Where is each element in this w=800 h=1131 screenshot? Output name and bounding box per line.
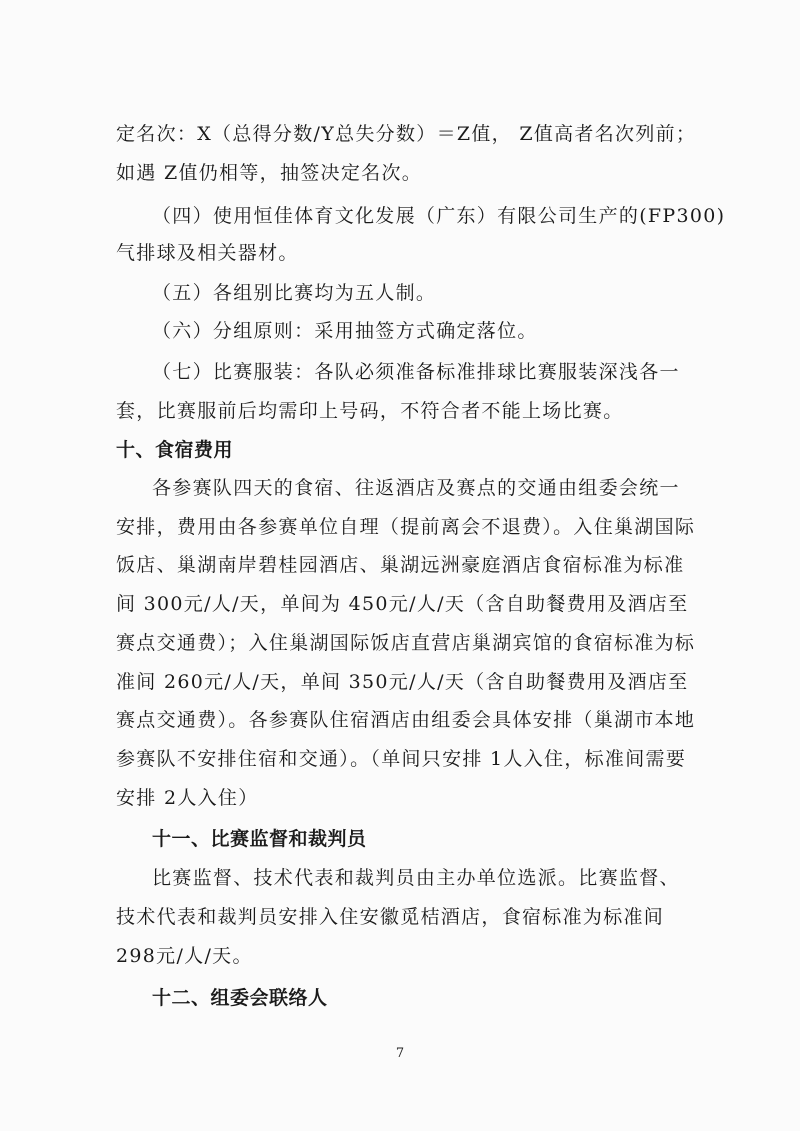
text-line: （六）分组原则：采用抽签方式确定落位。 xyxy=(152,320,538,342)
text-line: （七）比赛服装：各队必须准备标准排球比赛服装深浅各一 xyxy=(152,361,680,383)
section-heading-referees: 十一、比赛监督和裁判员 xyxy=(152,828,367,850)
text-line: 准间 260元/人/天，单间 350元/人/天（含自助餐费用及酒店至 xyxy=(116,671,689,693)
text-line: 饭店、巢湖南岸碧桂园酒店、巢湖远洲豪庭酒店食宿标准为标准 xyxy=(116,554,685,576)
text-line: 比赛监督、技术代表和裁判员由主办单位选派。比赛监督、 xyxy=(152,867,680,889)
text-line: 安排 2人入住） xyxy=(116,787,259,809)
text-line: 参赛队不安排住宿和交通）。（单间只安排 1人入住，标准间需要 xyxy=(116,748,687,770)
text-line: 赛点交通费）；入住巢湖国际饭店直营店巢湖宾馆的食宿标准为标 xyxy=(116,632,696,654)
text-line: 间 300元/人/天，单间为 450元/人/天（含自助餐费用及酒店至 xyxy=(116,593,689,615)
text-line: 技术代表和裁判员安排入住安徽觅桔酒店，食宿标准为标准间 xyxy=(116,906,665,928)
text-line: 安排，费用由各参赛单位自理（提前离会不退费）。入住巢湖国际 xyxy=(116,516,696,538)
text-line: 298元/人/天。 xyxy=(116,945,253,967)
text-line: 定名次：X（总得分数/Y总失分数）＝Z值， Z值高者名次列前； xyxy=(116,123,697,145)
text-line: 套，比赛服前后均需印上号码，不符合者不能上场比赛。 xyxy=(116,400,624,422)
page-number: 7 xyxy=(395,1046,405,1061)
text-line: （五）各组别比赛均为五人制。 xyxy=(152,282,437,304)
section-heading-accommodation: 十、食宿费用 xyxy=(116,439,234,461)
text-line: 如遇 Z值仍相等，抽签决定名次。 xyxy=(116,162,423,184)
text-line: 各参赛队四天的食宿、往返酒店及赛点的交通由组委会统一 xyxy=(152,477,680,499)
text-line: 赛点交通费）。各参赛队住宿酒店由组委会具体安排（巢湖市本地 xyxy=(116,709,696,731)
text-line: 气排球及相关器材。 xyxy=(116,242,299,264)
section-heading-contacts: 十二、组委会联络人 xyxy=(152,987,328,1009)
text-line: （四）使用恒佳体育文化发展（广东）有限公司生产的(FP300) xyxy=(152,205,726,227)
